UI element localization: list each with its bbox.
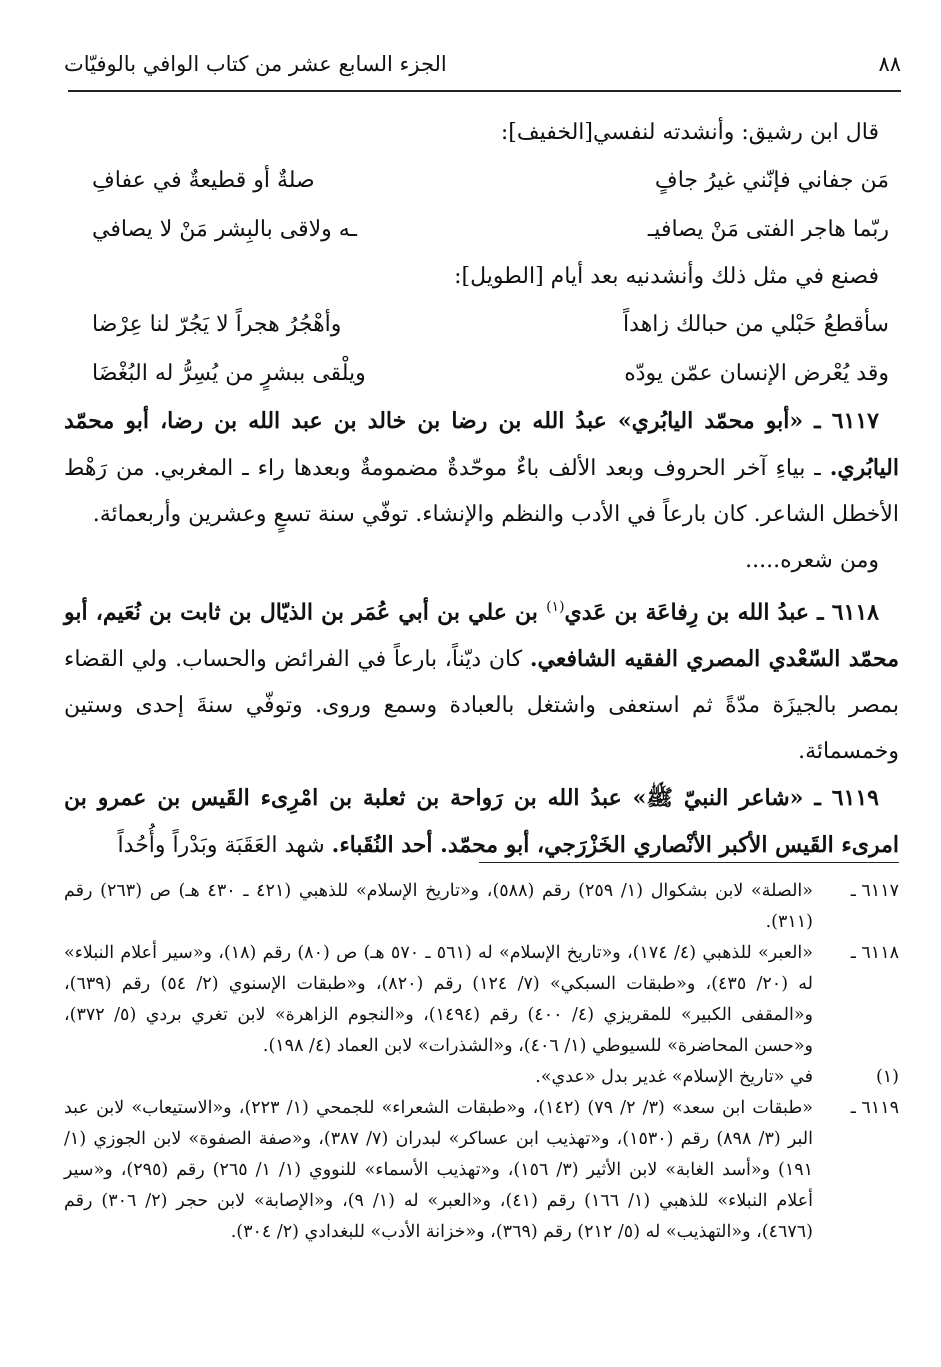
header-rule [68,90,901,92]
entry-6118-body: كان ديّناً، بارعاً في الفرائض والحساب. ولي القضاء بمصر بالجيزَة مدّةً ثم استعفى واشتغل بالعبادة وسمع وروى. وتوفّي سنةَ إحدى وستين وخمسمائة. [64,647,899,765]
footnote-text: «الصلة» لابن بشكوال (١/ ٢٥٩) رقم (٥٨٨)، و«تاريخ الإسلام» للذهبي (٤٢١ ـ ٤٣٠ هـ) ص (٢٦٣) رقم (٣١١). [64,881,813,932]
intro-line-2: فصنع في مثل ذلك وأنشدنيه بعد أيام [الطويل]: [454,264,879,289]
intro-line: قال ابن رشيق: وأنشدته لنفسي[الخفيف]: [500,120,879,145]
verse-line [64,156,899,205]
footnote-6119 [64,1093,899,1248]
footnotes [64,876,899,1248]
entry-6118 [64,584,899,775]
footnote-text: في «تاريخ الإسلام» غدير بدل «عدي». [535,1067,813,1087]
running-title: الجزء السابع عشر من كتاب الوافي بالوفيّات [64,52,447,76]
entry-6119-heading: ٦١١٩ ـ «شاعر النبيّ ﷺ» عبدُ الله بن رَواحة بن ثعلبة بن امْرِىء القَيس بن عمرو بن امرىء القَيس الأكبر الأنْصاري الخَزْرَجي، أبو محمّد. أحد النُقَباء. [64,785,899,859]
poem-2 [64,300,899,398]
entry-6118-heading: ٦١١٨ ـ عبدُ الله بن رِفاعَة بن عَدي [564,599,879,626]
poem-1 [64,156,899,254]
footnote-number: ٦١١٧ ـ [850,881,899,901]
entry-6118-heading-cont: بن علي بن أبي عُمَر بن الذيّال بن ثابت بن نُعَيم، أبو محمّد السّعْدي المصري الفقيه الشافعي. [64,599,899,673]
hemistich-right: ربّما هاجر الفتى مَنْ يصافيـ [647,217,889,242]
hemistich-right: سأقطعُ حَبْلي من حبالك زاهداً [623,312,889,337]
entry-6119 [64,775,899,869]
main-text [64,110,899,869]
running-head [64,44,901,84]
footnote-number: ٦١١٨ ـ [850,943,899,963]
footnote-text: «طبقات ابن سعد» (٣/ ٢/ ٧٩) (١٤٢)، و«طبقات الشعراء» للجمحي (١/ ٢٢٣)، و«الاستيعاب» لابن عبد البر (٣/ ٨٩٨) رقم (١٥٣٠)، و«تهذيب ابن عساكر» لبدران (٧/ ٣٨٧)، و«صفة الصفوة» لابن الجوزي (١/ ١٩١) و«أسد الغابة» لابن الأثير (٣/ ١٥٦)، و«تهذيب الأسماء» للنووي (١/ ١/ ٢٦٥) رقم (٢٩٥)، و«سير أعلام النبلاء» للذهبي (١/ ١٦٦) رقم (٤١)، و«العبر» له (١/ ٩)، و«الإصابة» لابن حجر (٢/ ٣٠٦) رقم (٤٦٧٦)، و«التهذيب» له (٥/ ٢١٢) رقم (٣٦٩)، و«خزانة الأدب» للبغدادي (٢/ ٣٠٤). [64,1098,814,1242]
hemistich-left: ـه ولاقى بالبِشر مَنْ لا يصافي [92,217,357,242]
entry-6117 [64,398,899,538]
hemistich-right: وقد يُعْرض الإنسان عمّن يودّه [624,361,889,386]
verse-line [64,300,899,349]
verse-line [64,349,899,398]
footnote-1 [64,1062,899,1093]
entry-6117-poetry-note: ومن شعره..... [745,548,879,573]
footnote-text: «العبر» للذهبي (٤/ ١٧٤)، و«تاريخ الإسلام» له (٥٦١ ـ ٥٧٠ هـ) ص (٨٠) رقم (١٨)، و«سير أعلام النبلاء» له (٢٠/ ٤٣٥)، و«طبقات السبكي» (٧/ ١٢٤) رقم (٨٢٠)، و«طبقات الإسنوي (٢/ ٥٤) رقم (٦٣٩)، و«المقفى الكبير» للمقريزي (٤/ ٤٠٠) رقم (١٤٩٤)، و«النجوم الزاهرة» لابن تغري بردي (٥/ ٣٧٢)، و«حسن المحاضرة» للسيوطي (١/ ٤٠٦)، و«الشذرات» لابن العماد (٤/ ١٩٨). [64,943,813,1056]
hemistich-left: صلةٌ أو قطيعةٌ في عفافِ [92,168,315,193]
footnote-number: (١) [875,1067,899,1087]
hemistich-left: ويلْقى ببشرٍ من يُسِرُّ له البُغْضَا [92,361,366,386]
hemistich-right: مَن جفاني فإنّني غيرُ جافٍ [654,168,889,193]
footnote-number: ٦١١٩ ـ [850,1098,899,1118]
footnote-rule [479,862,899,863]
footnote-ref: (١) [546,599,565,615]
footnote-6118 [64,938,899,1062]
entry-6117-body: ـ بياءِ آخر الحروف وبعد الألف باءٌ موحّدةٌ مضمومةٌ وبعدها راء ـ المغربي. من رَهْط الأخطل الشاعر. كان بارعاً في الأدب والنظم والإنشاء. توفّي سنة تسعٍ وعشرين وأربعمائة. [64,456,899,527]
footnote-6117 [64,876,899,938]
entry-6117-heading: ٦١١٧ ـ «أبو محمّد اليابُري» عبدُ الله بن رضا بن خالد بن عبد الله بن رضا، أبو محمّد اليابُري. [64,408,899,481]
hemistich-left: وأهْجُرُ هجراً لا يَجُرّ لنا عِرْضا [92,312,342,337]
page-number: ٨٨ [878,52,901,76]
verse-line [64,205,899,254]
entry-6119-body: شهد العَقَبَة وبَدْراً وأُحُداً [117,833,332,859]
